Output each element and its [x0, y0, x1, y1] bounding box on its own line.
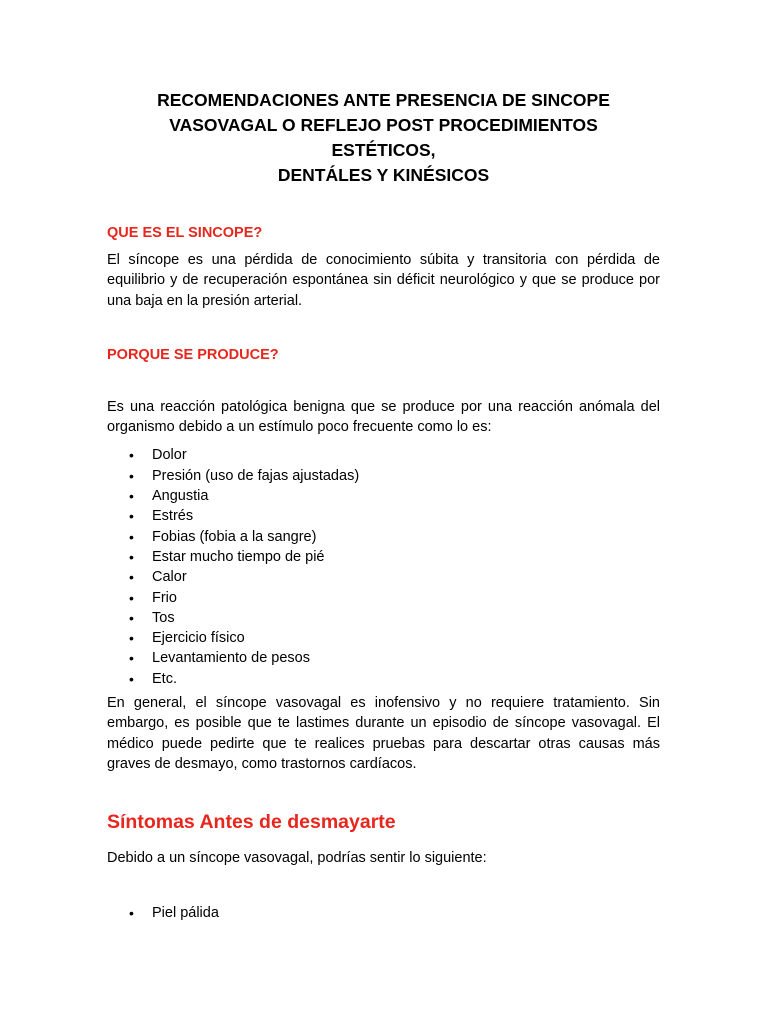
list-item: • Estar mucho tiempo de pié	[107, 547, 660, 567]
heading-sintomas: Síntomas Antes de desmayarte	[107, 811, 396, 834]
bullet-icon: •	[129, 904, 134, 921]
bullet-icon: •	[129, 447, 134, 464]
causes-list	[107, 445, 660, 689]
bullet-icon: •	[129, 609, 134, 626]
bullet-icon: •	[129, 508, 134, 525]
title-line-1: RECOMENDACIONES ANTE PRESENCIA DE SINCOPE	[157, 90, 610, 110]
list-item: • Fobias (fobia a la sangre)	[107, 527, 660, 547]
list-item: • Frio	[107, 588, 660, 608]
paragraph-symptoms-intro: Debido a un síncope vasovagal, podrías sentir lo siguiente:	[107, 850, 487, 867]
list-item: • Calor	[107, 567, 660, 587]
bullet-icon: •	[129, 467, 134, 484]
list-item: • Ejercicio físico	[107, 628, 660, 648]
symptoms-list	[107, 903, 660, 923]
heading-porque-se-produce: PORQUE SE PRODUCE?	[107, 346, 279, 363]
title-line-2: VASOVAGAL O REFLEJO POST PROCEDIMIENTOS ESTÉTICOS,	[169, 115, 598, 160]
list-item: • Levantamiento de pesos	[107, 648, 660, 668]
list-item: • Piel pálida	[107, 903, 660, 923]
list-item: • Estrés	[107, 506, 660, 526]
title-line-3: DENTÁLES Y KINÉSICOS	[277, 165, 490, 185]
bullet-icon: •	[129, 528, 134, 545]
list-item: • Angustia	[107, 486, 660, 506]
bullet-icon: •	[129, 650, 134, 667]
bullet-icon: •	[129, 488, 134, 505]
document-title	[107, 88, 660, 188]
list-item: • Tos	[107, 608, 660, 628]
bullet-icon: •	[129, 569, 134, 586]
paragraph-general-info: En general, el síncope vasovagal es inofensivo y no requiere tratamiento. Sin embargo, es posible que te lastimes durante un episodio de síncope vasovagal. El médico puede pedirte que te realices pruebas para descartar otras causas más graves de desmayo, como trastornos cardíacos.	[107, 695, 660, 772]
heading-que-es-el-sincope: QUE ES EL SINCOPE?	[107, 225, 263, 241]
bullet-icon: •	[129, 548, 134, 565]
bullet-icon: •	[129, 630, 134, 647]
bullet-icon: •	[129, 589, 134, 606]
bullet-icon: •	[129, 670, 134, 687]
paragraph-definition: El síncope es una pérdida de conocimiento súbita y transitoria con pérdida de equilibrio y de recuperación espontánea sin déficit neurológico y que se produce por una baja en la presión arterial.	[107, 252, 660, 309]
paragraph-causes-intro: Es una reacción patológica benigna que se produce por una reacción anómala del organismo debido a un estímulo poco frecuente como lo es:	[107, 398, 660, 436]
list-item: • Dolor	[107, 445, 660, 465]
list-item: • Presión (uso de fajas ajustadas)	[107, 466, 660, 486]
list-item: • Etc.	[107, 669, 660, 689]
